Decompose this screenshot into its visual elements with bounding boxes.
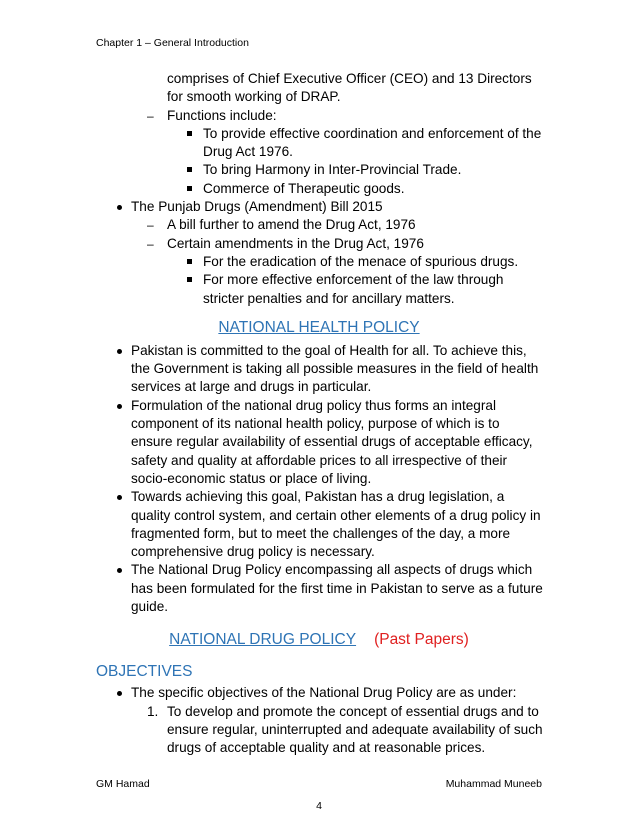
round-bullet-icon (117, 349, 122, 354)
punjab-subitem-text: Certain amendments in the Drug Act, 1976 (167, 235, 424, 251)
amendment-text: For more effective enforcement of the law through stricter penalties and for ancillary matters. (203, 272, 504, 306)
past-papers-note: (Past Papers) (374, 631, 469, 649)
dash-marker: – (147, 108, 154, 123)
function-text: To provide effective coordination and enforcement of the Drug Act 1976. (203, 125, 542, 160)
objectives-intro-item (131, 684, 543, 702)
square-bullet-icon (187, 277, 192, 282)
round-bullet-icon (117, 568, 122, 573)
round-bullet-icon (117, 205, 122, 210)
health-policy-text: The National Drug Policy encompassing all aspects of drugs which has been formulated for the first time in Pakistan to serve as a future guide. (131, 562, 543, 615)
function-item (203, 125, 543, 162)
punjab-subitem (147, 216, 547, 234)
health-policy-heading (0, 318, 638, 338)
round-bullet-icon (117, 404, 122, 409)
functions-item (147, 107, 547, 125)
health-policy-bullet (131, 397, 543, 488)
health-policy-bullet (131, 488, 543, 561)
dash-marker: – (147, 236, 154, 251)
health-policy-heading-text: NATIONAL HEALTH POLICY (218, 318, 420, 336)
function-item (203, 180, 543, 198)
objective-text: To develop and promote the concept of essential drugs and to ensure regular, uninterrupted and adequate availability of such drugs of acceptable quality and at reasonable prices. (167, 703, 543, 756)
objective-item (147, 703, 547, 758)
functions-label: Functions include: (167, 107, 277, 123)
punjab-subitem (147, 235, 547, 253)
footer-author-left: GM Hamad (96, 778, 150, 790)
objectives-intro: The specific objectives of the National Drug Policy are as under: (131, 685, 517, 701)
drap-continuation: comprises of Chief Executive Officer (CEO) and 13 Directors for smooth working of DRAP. (167, 71, 532, 105)
square-bullet-icon (187, 186, 192, 191)
square-bullet-icon (187, 259, 192, 264)
dash-marker: – (147, 218, 154, 233)
health-policy-text: Towards achieving this goal, Pakistan has a drug legislation, a quality control system, and certain other elements of a drug policy in fragmented form, but to meet the challenges of the day, a more comprehensive drug policy is necessary. (131, 489, 541, 560)
punjab-bill-item (131, 198, 543, 216)
objective-number: 1. (147, 703, 159, 719)
amendment-text: For the eradication of the menace of spurious drugs. (203, 253, 519, 269)
page-header: Chapter 1 – General Introduction (96, 37, 249, 49)
round-bullet-icon (117, 691, 122, 696)
function-text: To bring Harmony in Inter-Provincial Trade. (203, 162, 462, 178)
function-item (203, 161, 543, 179)
page-number: 4 (316, 800, 322, 812)
health-policy-text: Pakistan is committed to the goal of Health for all. To achieve this, the Government is taking all possible measures in the field of health services at large and drugs in particular. (131, 342, 539, 395)
drug-policy-heading (0, 630, 638, 650)
objectives-heading: OBJECTIVES (96, 663, 193, 681)
square-bullet-icon (187, 131, 192, 136)
page-content (0, 70, 638, 758)
round-bullet-icon (117, 495, 122, 500)
square-bullet-icon (187, 167, 192, 172)
amendment-item (203, 271, 543, 308)
function-text: Commerce of Therapeutic goods. (203, 180, 405, 196)
punjab-bill-title: The Punjab Drugs (Amendment) Bill 2015 (131, 199, 383, 215)
health-policy-text: Formulation of the national drug policy thus forms an integral component of its national health policy, purpose of which is to ensure regular availability of essential drugs of acceptable efficacy, safety and quality at affordable prices to all irrespective of their socio-economic status or place of living. (131, 397, 533, 486)
health-policy-bullet (131, 342, 543, 397)
health-policy-bullet (131, 561, 543, 616)
punjab-subitem-text: A bill further to amend the Drug Act, 1976 (167, 217, 416, 233)
drug-policy-heading-text: NATIONAL DRUG POLICY (169, 631, 357, 649)
footer-author-right: Muhammad Muneeb (445, 778, 542, 790)
amendment-item (203, 253, 543, 271)
